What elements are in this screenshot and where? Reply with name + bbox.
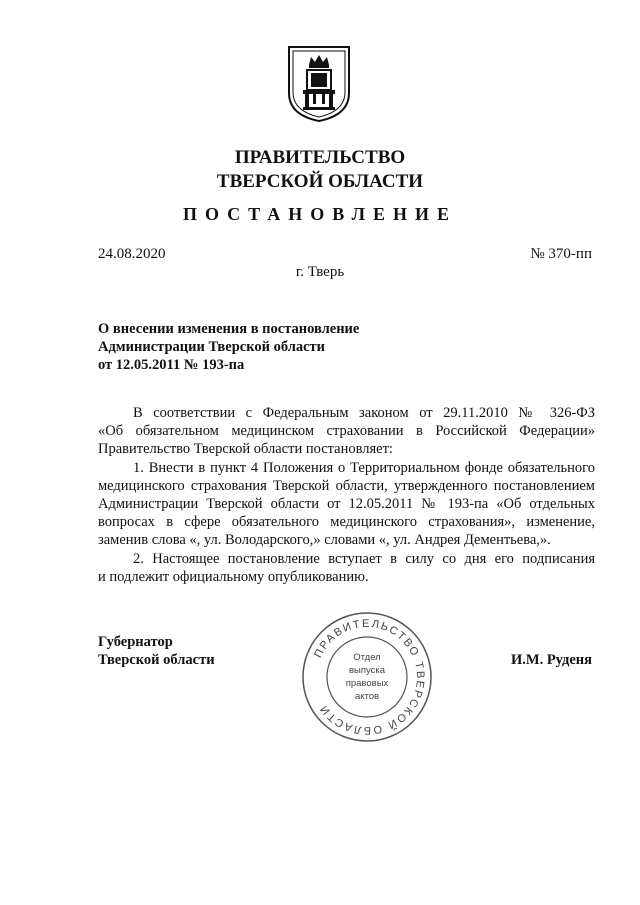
official-stamp: [300, 610, 434, 744]
body-p3-line1: 2. Настоящее постановление вступает в силу со дня его подписания: [133, 551, 595, 567]
body-p2-line1: 1. Внести в пункт 4 Положения о Территориальном фонде обязательного: [133, 460, 595, 476]
stamp-line4: актов: [354, 691, 380, 702]
document-type: ПОСТАНОВЛЕНИЕ: [182, 204, 458, 224]
tver-coat-of-arms-icon: [287, 45, 351, 123]
subject-line3: от 12.05.2011 № 193-па: [98, 357, 245, 373]
document-date: 24.08.2020: [98, 246, 166, 262]
body-p2-line4: вопросах в сфере обязательного медицинского страхования», изменение,: [98, 514, 595, 530]
signatory-position-line2: Тверской области: [98, 652, 215, 668]
body-p3-line2: и подлежит официальному опубликованию.: [98, 569, 369, 585]
document-city: г. Тверь: [295, 264, 345, 280]
subject-line2: Администрации Тверской области: [98, 339, 326, 355]
body-p2-line2: медицинского страхования Тверской области, утвержденного постановлением: [98, 478, 595, 494]
body-p2-line5: заменив слова «, ул. Володарского,» словами «, ул. Андрея Дементьева,».: [98, 532, 551, 548]
document-number: № 370-пп: [530, 246, 592, 262]
signatory-position-line1: Губернатор: [98, 634, 173, 650]
stamp-line3: правовых: [345, 678, 389, 689]
body-p1-line2: «Об обязательном медицинском страховании в Российской Федерации»: [98, 423, 595, 439]
stamp-line2: выпуска: [348, 665, 386, 676]
org-name-line2: ТВЕРСКОЙ ОБЛАСТИ: [216, 171, 424, 192]
subject-line1: О внесении изменения в постановление: [98, 321, 360, 337]
body-p2-line3: Администрации Тверской области от 12.05.2011 № 193-па «Об отдельных: [98, 496, 595, 512]
stamp-line1: Отдел: [353, 652, 381, 663]
stamp-ring-text: ПРАВИТЕЛЬСТВО ТВЕРСКОЙ ОБЛАСТИ: [312, 617, 427, 737]
svg-text:ПРАВИТЕЛЬСТВО ТВЕРСКОЙ ОБЛАСТИ: [312, 618, 426, 736]
body-p1-line1: В соответствии с Федеральным законом от 29.11.2010 № 326-ФЗ: [133, 405, 595, 421]
org-name-line1: ПРАВИТЕЛЬСТВО: [234, 147, 406, 168]
signatory-name: И.М. Руденя: [510, 652, 592, 668]
body-p1-line3: Правительство Тверской области постановляет:: [98, 441, 393, 457]
